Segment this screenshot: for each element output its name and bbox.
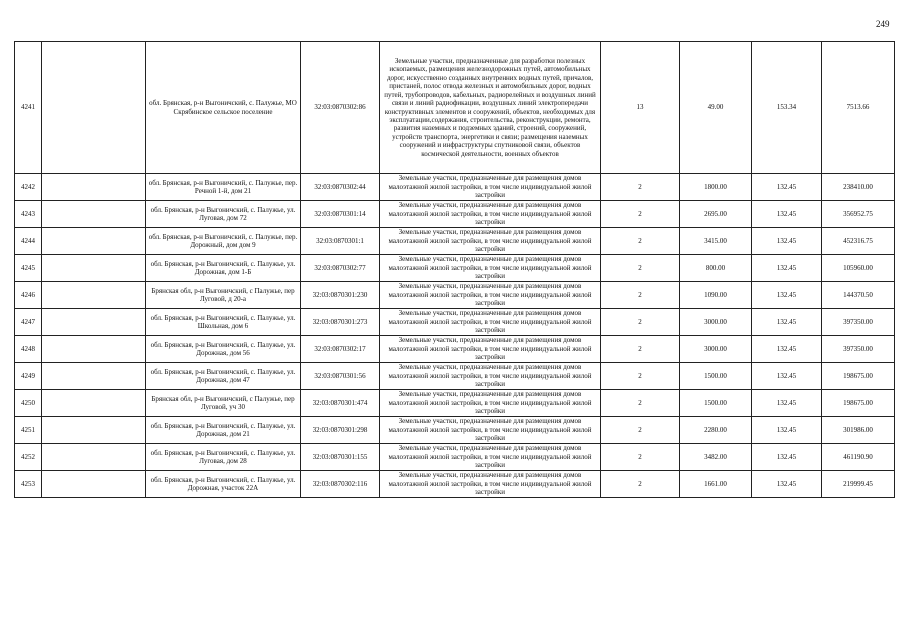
- land-use-cell: Земельные участки, предназначенные для размещения домов малоэтажной жилой застройки, в том числе индивидуальной жилой застройки: [380, 228, 601, 255]
- category-code-cell: 2: [601, 390, 680, 417]
- cadastral-number-cell: 32:03:0870302:77: [301, 255, 380, 282]
- table-body: [15, 42, 895, 498]
- blank-cell: [42, 255, 146, 282]
- table-row: [15, 309, 895, 336]
- cadastral-value-cell: 198675.00: [822, 390, 895, 417]
- address-cell: обл. Брянская, р-н Выгоничский, с. Палужье, ул. Луговая, дом 72: [146, 201, 301, 228]
- cadastral-value-cell: 7513.66: [822, 42, 895, 174]
- blank-cell: [42, 390, 146, 417]
- category-code-cell: 2: [601, 255, 680, 282]
- area-cell: 2695.00: [680, 201, 752, 228]
- row-number-cell: 4247: [15, 309, 42, 336]
- rate-cell: 132.45: [752, 390, 822, 417]
- area-cell: 3482.00: [680, 444, 752, 471]
- land-registry-table: [14, 41, 895, 498]
- land-use-cell: Земельные участки, предназначенные для размещения домов малоэтажной жилой застройки, в том числе индивидуальной жилой застройки: [380, 174, 601, 201]
- table-row: [15, 228, 895, 255]
- address-cell: обл. Брянская, р-н Выгоничский, с. Палужье, ул. Дорожная, дом 21: [146, 417, 301, 444]
- blank-cell: [42, 336, 146, 363]
- category-code-cell: 2: [601, 201, 680, 228]
- land-use-cell: Земельные участки, предназначенные для размещения домов малоэтажной жилой застройки, в том числе индивидуальной жилой застройки: [380, 471, 601, 498]
- land-use-cell: Земельные участки, предназначенные для размещения домов малоэтажной жилой застройки, в том числе индивидуальной жилой застройки: [380, 417, 601, 444]
- area-cell: 1090.00: [680, 282, 752, 309]
- area-cell: 3000.00: [680, 309, 752, 336]
- cadastral-value-cell: 301986.00: [822, 417, 895, 444]
- rate-cell: 132.45: [752, 309, 822, 336]
- area-cell: 1661.00: [680, 471, 752, 498]
- table-row: [15, 42, 895, 174]
- category-code-cell: 2: [601, 228, 680, 255]
- land-use-cell: Земельные участки, предназначенные для размещения домов малоэтажной жилой застройки, в том числе индивидуальной жилой застройки: [380, 201, 601, 228]
- cadastral-number-cell: 32:03:0870301:273: [301, 309, 380, 336]
- row-number-cell: 4251: [15, 417, 42, 444]
- row-number-cell: 4246: [15, 282, 42, 309]
- table-row: [15, 282, 895, 309]
- cadastral-number-cell: 32:03:0870301:474: [301, 390, 380, 417]
- blank-cell: [42, 444, 146, 471]
- address-cell: обл. Брянская, р-н Выгоничский, с. Палужье, ул. Луговая, дом 28: [146, 444, 301, 471]
- category-code-cell: 2: [601, 417, 680, 444]
- row-number-cell: 4252: [15, 444, 42, 471]
- table-row: [15, 174, 895, 201]
- cadastral-value-cell: 356952.75: [822, 201, 895, 228]
- row-number-cell: 4244: [15, 228, 42, 255]
- cadastral-number-cell: 32:03:0870301:155: [301, 444, 380, 471]
- cadastral-number-cell: 32:03:0870302:17: [301, 336, 380, 363]
- land-use-cell: Земельные участки, предназначенные для размещения домов малоэтажной жилой застройки, в том числе индивидуальной жилой застройки: [380, 336, 601, 363]
- rate-cell: 132.45: [752, 444, 822, 471]
- area-cell: 2280.00: [680, 417, 752, 444]
- blank-cell: [42, 471, 146, 498]
- area-cell: 3415.00: [680, 228, 752, 255]
- area-cell: 1800.00: [680, 174, 752, 201]
- cadastral-value-cell: 144370.50: [822, 282, 895, 309]
- row-number-cell: 4241: [15, 42, 42, 174]
- rate-cell: 132.45: [752, 255, 822, 282]
- rate-cell: 153.34: [752, 42, 822, 174]
- table-row: [15, 390, 895, 417]
- row-number-cell: 4242: [15, 174, 42, 201]
- blank-cell: [42, 228, 146, 255]
- row-number-cell: 4253: [15, 471, 42, 498]
- land-use-cell: Земельные участки, предназначенные для размещения домов малоэтажной жилой застройки, в том числе индивидуальной жилой застройки: [380, 309, 601, 336]
- cadastral-number-cell: 32:03:0870302:86: [301, 42, 380, 174]
- table-row: [15, 363, 895, 390]
- address-cell: обл. Брянская, р-н Выгоничский, с. Палужье, ул. Школьная, дом 6: [146, 309, 301, 336]
- cadastral-number-cell: 32:03:0870301:1: [301, 228, 380, 255]
- area-cell: 1500.00: [680, 363, 752, 390]
- cadastral-number-cell: 32:03:0870301:56: [301, 363, 380, 390]
- table-row: [15, 444, 895, 471]
- rate-cell: 132.45: [752, 417, 822, 444]
- row-number-cell: 4248: [15, 336, 42, 363]
- rate-cell: 132.45: [752, 201, 822, 228]
- address-cell: обл. Брянская, р-н Выгоничский, с. Палужье, ул. Дорожная, дом 1-Б: [146, 255, 301, 282]
- cadastral-number-cell: 32:03:0870301:14: [301, 201, 380, 228]
- address-cell: обл. Брянская, р-н Выгоничский, с. Палужье, пер. Речной 1-й, дом 21: [146, 174, 301, 201]
- area-cell: 800.00: [680, 255, 752, 282]
- cadastral-number-cell: 32:03:0870302:116: [301, 471, 380, 498]
- cadastral-number-cell: 32:03:0870302:44: [301, 174, 380, 201]
- land-use-cell: Земельные участки, предназначенные для размещения домов малоэтажной жилой застройки, в том числе индивидуальной жилой застройки: [380, 390, 601, 417]
- category-code-cell: 2: [601, 309, 680, 336]
- row-number-cell: 4249: [15, 363, 42, 390]
- blank-cell: [42, 201, 146, 228]
- blank-cell: [42, 282, 146, 309]
- rate-cell: 132.45: [752, 228, 822, 255]
- category-code-cell: 2: [601, 471, 680, 498]
- rate-cell: 132.45: [752, 282, 822, 309]
- row-number-cell: 4250: [15, 390, 42, 417]
- land-use-cell: Земельные участки, предназначенные для размещения домов малоэтажной жилой застройки, в том числе индивидуальной жилой застройки: [380, 363, 601, 390]
- page-number: 249: [876, 19, 890, 29]
- cadastral-value-cell: 461190.90: [822, 444, 895, 471]
- address-cell: Брянская обл, р-н Выгоничский, с Палужье, пер Луговой, д 20-а: [146, 282, 301, 309]
- table-row: [15, 471, 895, 498]
- blank-cell: [42, 174, 146, 201]
- area-cell: 49.00: [680, 42, 752, 174]
- address-cell: Брянская обл, р-н Выгоничский, с Палужье, пер Луговой, уч 30: [146, 390, 301, 417]
- land-use-cell: Земельные участки, предназначенные для размещения домов малоэтажной жилой застройки, в том числе индивидуальной жилой застройки: [380, 444, 601, 471]
- cadastral-value-cell: 238410.00: [822, 174, 895, 201]
- address-cell: обл. Брянская, р-н Выгоничский, с. Палужье, пер. Дорожный, дом дом 9: [146, 228, 301, 255]
- blank-cell: [42, 42, 146, 174]
- table-row: [15, 255, 895, 282]
- address-cell: обл. Брянская, р-н Выгоничский, с. Палужье, ул. Дорожная, участок 22А: [146, 471, 301, 498]
- category-code-cell: 2: [601, 336, 680, 363]
- rate-cell: 132.45: [752, 471, 822, 498]
- row-number-cell: 4243: [15, 201, 42, 228]
- address-cell: обл. Брянская, р-н Выгоничский, с. Палужье, ул. Дорожная, дом 47: [146, 363, 301, 390]
- cadastral-number-cell: 32:03:0870301:230: [301, 282, 380, 309]
- cadastral-number-cell: 32:03:0870301:298: [301, 417, 380, 444]
- address-cell: обл. Брянская, р-н Выгоничский, с. Палужье, МО Скрябинское сельское поселение: [146, 42, 301, 174]
- cadastral-value-cell: 105960.00: [822, 255, 895, 282]
- blank-cell: [42, 363, 146, 390]
- table-row: [15, 417, 895, 444]
- category-code-cell: 2: [601, 174, 680, 201]
- category-code-cell: 2: [601, 282, 680, 309]
- cadastral-value-cell: 198675.00: [822, 363, 895, 390]
- cadastral-value-cell: 397350.00: [822, 336, 895, 363]
- rate-cell: 132.45: [752, 174, 822, 201]
- land-use-cell: Земельные участки, предназначенные для разработки полезных ископаемых, размещения железнодорожных путей, автомобильных дорог, искусственно созданных внутренних водных путей, причалов, пристаней, полос отвода железных и автомобильных дорог, водных путей, трубопроводов, кабельных, радиорелейных и воздушных линий связи и линий радиофикации, воздушных линий электропередачи конструктивных элементов и сооружений, объектов, необходимых для эксплуатации,содержания, строительства, реконструкции, ремонта, развития наземных и подземных зданий, строений, сооружений, устройств транспорта, энергетики и связи; размещения наземных сооружений и инфраструктуры спутниковой связи, объектов космической деятельности, военных объектов: [380, 42, 601, 174]
- cadastral-value-cell: 397350.00: [822, 309, 895, 336]
- rate-cell: 132.45: [752, 363, 822, 390]
- cadastral-value-cell: 452316.75: [822, 228, 895, 255]
- area-cell: 3000.00: [680, 336, 752, 363]
- category-code-cell: 2: [601, 363, 680, 390]
- land-use-cell: Земельные участки, предназначенные для размещения домов малоэтажной жилой застройки, в том числе индивидуальной жилой застройки: [380, 282, 601, 309]
- category-code-cell: 2: [601, 444, 680, 471]
- area-cell: 1500.00: [680, 390, 752, 417]
- row-number-cell: 4245: [15, 255, 42, 282]
- category-code-cell: 13: [601, 42, 680, 174]
- address-cell: обл. Брянская, р-н Выгоничский, с. Палужье, ул. Дорожная, дом 56: [146, 336, 301, 363]
- land-use-cell: Земельные участки, предназначенные для размещения домов малоэтажной жилой застройки, в том числе индивидуальной жилой застройки: [380, 255, 601, 282]
- blank-cell: [42, 417, 146, 444]
- table-row: [15, 201, 895, 228]
- table-row: [15, 336, 895, 363]
- blank-cell: [42, 309, 146, 336]
- cadastral-value-cell: 219999.45: [822, 471, 895, 498]
- rate-cell: 132.45: [752, 336, 822, 363]
